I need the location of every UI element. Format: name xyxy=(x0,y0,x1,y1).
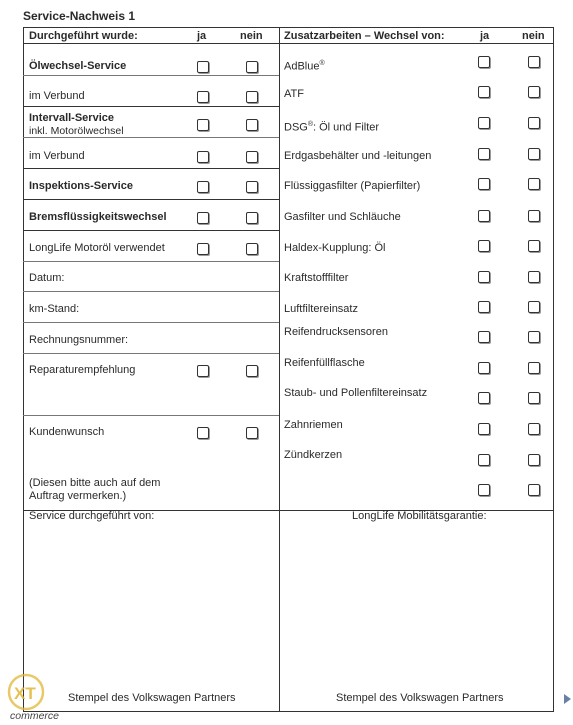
next-page-arrow-icon[interactable] xyxy=(564,694,571,704)
left-checkbox-yes[interactable] xyxy=(197,427,209,439)
longlife-guarantee-label: LongLife Mobilitätsgarantie: xyxy=(352,510,487,522)
left-row-label: Intervall-Service inkl. Motorölwechsel xyxy=(29,112,124,137)
right-row-label: Staub- und Pollenfiltereinsatz xyxy=(284,387,428,399)
left-row-divider xyxy=(23,199,279,200)
right-checkbox-no[interactable] xyxy=(528,423,540,435)
right-checkbox-no[interactable] xyxy=(528,271,540,283)
left-row-label: Datum: xyxy=(29,272,65,284)
right-checkbox-no[interactable] xyxy=(528,240,540,252)
page-title: Service-Nachweis 1 xyxy=(23,9,136,23)
service-done-by-label: Service durchgeführt von: xyxy=(29,510,155,522)
right-checkbox-no[interactable] xyxy=(528,117,540,129)
stamp-label-right: Stempel des Volkswagen Partners xyxy=(336,692,504,704)
right-checkbox-no[interactable] xyxy=(528,148,540,160)
right-checkbox-no-extra[interactable] xyxy=(528,484,540,496)
right-checkbox-yes[interactable] xyxy=(478,271,490,283)
left-checkbox-no[interactable] xyxy=(246,151,258,163)
xt-commerce-logo xyxy=(4,672,72,722)
right-checkbox-yes[interactable] xyxy=(478,210,490,222)
left-row-label: Ölwechsel-Service xyxy=(29,60,127,72)
left-checkbox-yes[interactable] xyxy=(197,119,209,131)
left-checkbox-no[interactable] xyxy=(246,427,258,439)
left-row-divider xyxy=(23,106,279,107)
left-checkbox-no[interactable] xyxy=(246,181,258,193)
left-checkbox-yes[interactable] xyxy=(197,181,209,193)
left-checkbox-no[interactable] xyxy=(246,61,258,73)
right-checkbox-yes-extra[interactable] xyxy=(478,484,490,496)
left-row-divider xyxy=(23,291,279,292)
right-checkbox-yes[interactable] xyxy=(478,362,490,374)
header-line xyxy=(23,43,554,44)
left-checkbox-yes[interactable] xyxy=(197,91,209,103)
column-divider xyxy=(279,27,280,511)
right-checkbox-no[interactable] xyxy=(528,362,540,374)
right-checkbox-no[interactable] xyxy=(528,331,540,343)
left-row-label: im Verbund xyxy=(29,150,85,162)
right-checkbox-no[interactable] xyxy=(528,178,540,190)
left-row-label: LongLife Motoröl verwendet xyxy=(29,242,165,254)
right-row-label: Zündkerzen xyxy=(284,449,343,461)
left-checkbox-yes[interactable] xyxy=(197,365,209,377)
svg-text:commerce: commerce xyxy=(10,710,60,722)
right-row-label: Reifenfüllflasche xyxy=(284,357,365,369)
left-checkbox-no[interactable] xyxy=(246,91,258,103)
right-checkbox-yes[interactable] xyxy=(478,301,490,313)
left-row-divider xyxy=(23,75,279,76)
left-checkbox-yes[interactable] xyxy=(197,151,209,163)
left-col-no: nein xyxy=(240,30,263,42)
stamp-label-left: Stempel des Volkswagen Partners xyxy=(68,692,236,704)
left-checkbox-no[interactable] xyxy=(246,365,258,377)
right-checkbox-yes[interactable] xyxy=(478,331,490,343)
right-checkbox-yes[interactable] xyxy=(478,240,490,252)
right-row-label: Haldex-Kupplung: Öl xyxy=(284,242,386,254)
right-checkbox-yes[interactable] xyxy=(478,86,490,98)
left-checkbox-yes[interactable] xyxy=(197,243,209,255)
left-row-label: Kundenwunsch xyxy=(29,426,105,438)
right-checkbox-no[interactable] xyxy=(528,301,540,313)
right-checkbox-no[interactable] xyxy=(528,210,540,222)
left-checkbox-yes[interactable] xyxy=(197,61,209,73)
right-checkbox-no[interactable] xyxy=(528,56,540,68)
left-row-label: Inspektions-Service xyxy=(29,180,133,192)
left-row-divider xyxy=(23,168,279,169)
left-row-label: Rechnungsnummer: xyxy=(29,334,129,346)
right-checkbox-yes[interactable] xyxy=(478,148,490,160)
right-checkbox-yes[interactable] xyxy=(478,56,490,68)
right-col-no: nein xyxy=(522,30,545,42)
right-header: Zusatzarbeiten – Wechsel von: xyxy=(284,30,445,42)
left-row-label: Reparaturempfehlung xyxy=(29,364,136,376)
right-row-label: Flüssiggasfilter (Papierfilter) xyxy=(284,180,421,192)
note-line-1: (Diesen bitte auch auf dem xyxy=(29,477,161,489)
note-line-2: Auftrag vermerken.) xyxy=(29,490,127,502)
left-checkbox-no[interactable] xyxy=(246,119,258,131)
left-row-label: im Verbund xyxy=(29,90,85,102)
right-checkbox-yes[interactable] xyxy=(478,454,490,466)
left-col-yes: ja xyxy=(197,30,207,42)
left-row-divider xyxy=(23,353,279,354)
right-checkbox-no[interactable] xyxy=(528,86,540,98)
left-row-divider xyxy=(23,322,279,323)
right-row-label: Gasfilter und Schläuche xyxy=(284,211,401,223)
right-col-yes: ja xyxy=(480,30,490,42)
right-row-label: Erdgasbehälter und -leitungen xyxy=(284,150,432,162)
right-row-label: Luftfiltereinsatz xyxy=(284,303,358,315)
left-row-divider xyxy=(23,261,279,262)
left-checkbox-no[interactable] xyxy=(246,243,258,255)
right-row-label: Kraftstofffilter xyxy=(284,272,349,284)
bottom-divider xyxy=(279,511,280,712)
left-row-label: km-Stand: xyxy=(29,303,80,315)
right-row-label: DSG®: Öl und Filter xyxy=(284,121,380,134)
right-checkbox-yes[interactable] xyxy=(478,392,490,404)
right-checkbox-yes[interactable] xyxy=(478,423,490,435)
right-row-label: Reifendrucksensoren xyxy=(284,326,388,338)
left-row-label: Bremsflüssigkeitswechsel xyxy=(29,211,167,223)
left-row-divider xyxy=(23,415,279,416)
right-checkbox-yes[interactable] xyxy=(478,117,490,129)
svg-text:XT: XT xyxy=(14,684,36,703)
left-row-divider xyxy=(23,230,279,231)
right-checkbox-yes[interactable] xyxy=(478,178,490,190)
right-row-label: Zahnriemen xyxy=(284,419,343,431)
right-row-label: ATF xyxy=(284,88,304,100)
left-row-divider xyxy=(23,137,279,138)
right-checkbox-no[interactable] xyxy=(528,454,540,466)
left-checkbox-no[interactable] xyxy=(246,212,258,224)
left-checkbox-yes[interactable] xyxy=(197,212,209,224)
left-header: Durchgeführt wurde: xyxy=(29,30,138,42)
right-row-label: AdBlue® xyxy=(284,60,325,73)
right-checkbox-no[interactable] xyxy=(528,392,540,404)
